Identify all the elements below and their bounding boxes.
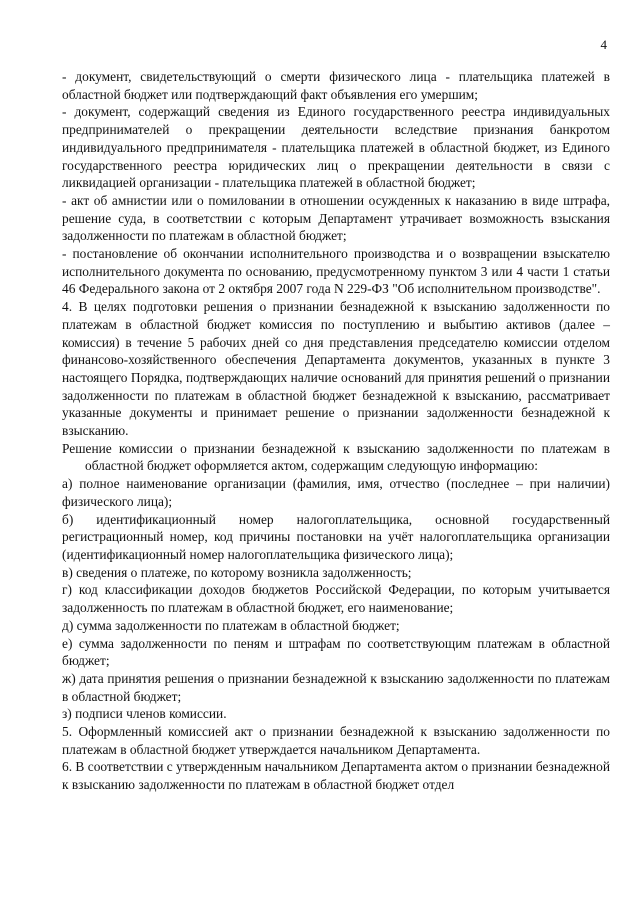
paragraph-section-6: 6. В соответствии с утвержденным начальником Департамента актом о признании безнадежной к взысканию задолженности по платежам в областной бюджет отдел	[62, 759, 610, 793]
paragraph-section-4: 4. В целях подготовки решения о признании безнадежной к взысканию задолженности по платежам в областной бюджет комиссия по поступлению и выбытию активов (далее – комиссия) в течение 5 рабочих дней со дня представления председателю комиссии отделом финансово-хозяйственного обеспечения Департамента документов, указанных в пункте 3 настоящего Порядка, подтверждающих наличие оснований для принятия решений о признании задолженности по платежам в областной бюджет безнадежной к взысканию, рассматривает указанные документы и принимает решение о признании задолженности безнадежной к взысканию.	[62, 299, 610, 439]
list-item-g: г) код классификации доходов бюджетов Российской Федерации, по которым учитывается задолженность по платежам в областной бюджет, его наименование;	[62, 582, 610, 616]
paragraph-death-document: - документ, свидетельствующий о смерти физического лица - плательщика платежей в областной бюджет или подтверждающий факт объявления его умершим;	[62, 69, 610, 102]
page-number: 4	[600, 37, 607, 52]
list-item-b: б) идентификационный номер налогоплательщика, основной государственный регистрационный номер, код причины постановки на учёт налогоплательщика организации (идентификационный номер налогоплательщика физического лица);	[62, 511, 610, 562]
list-item-a: а) полное наименование организации (фамилия, имя, отчество (последнее – при наличии) физического лица);	[62, 476, 610, 509]
paragraph-section-5: 5. Оформленный комиссией акт о признании безнадежной к взысканию задолженности по платежам в областной бюджет утверждается начальником Департамента.	[62, 724, 610, 757]
list-item-e: е) сумма задолженности по пеням и штрафам по соответствующим платежам в областной бюджет;	[62, 635, 610, 669]
list-item-zh: ж) дата принятия решения о признании безнадежной к взысканию задолженности по платежам в областной бюджет;	[62, 670, 610, 704]
decision-intro: Решение комиссии о признании безнадежной к взысканию задолженности по платежам в областной бюджет оформляется актом, содержащим следующую информацию:	[62, 440, 610, 474]
paragraph-registry-document: - документ, содержащий сведения из Единого государственного реестра индивидуальных предпринимателей о прекращении деятельности вследствие признания банкротом индивидуального предпринимателя - плательщика платежей в областной бюджет, из Единого государственного реестра юридических лиц о прекращении деятельности в связи с ликвидацией организации - плательщика платежей в областной бюджет;	[62, 104, 610, 191]
list-item-z: з) подписи членов комиссии.	[62, 706, 227, 722]
paragraph-amnesty-act: - акт об амнистии или о помиловании в отношении осужденных к наказанию в виде штрафа, решение суда, в соответствии с которым Департамент утрачивает возможность взыскания задолженности по платежам в областной бюджет;	[62, 192, 610, 244]
list-item-d: д) сумма задолженности по платежам в областной бюджет;	[62, 617, 400, 633]
paragraph-enforcement-resolution: - постановление об окончании исполнительного производства и о возвращении взыскателю исполнительного документа по основанию, предусмотренному пунктом 3 или 4 части 1 статьи 46 Федерального закона от 2 октября 2007 года N 229-ФЗ "Об исполнительном производстве".	[62, 246, 610, 297]
list-item-v: в) сведения о платеже, по которому возникла задолженность;	[62, 564, 412, 580]
